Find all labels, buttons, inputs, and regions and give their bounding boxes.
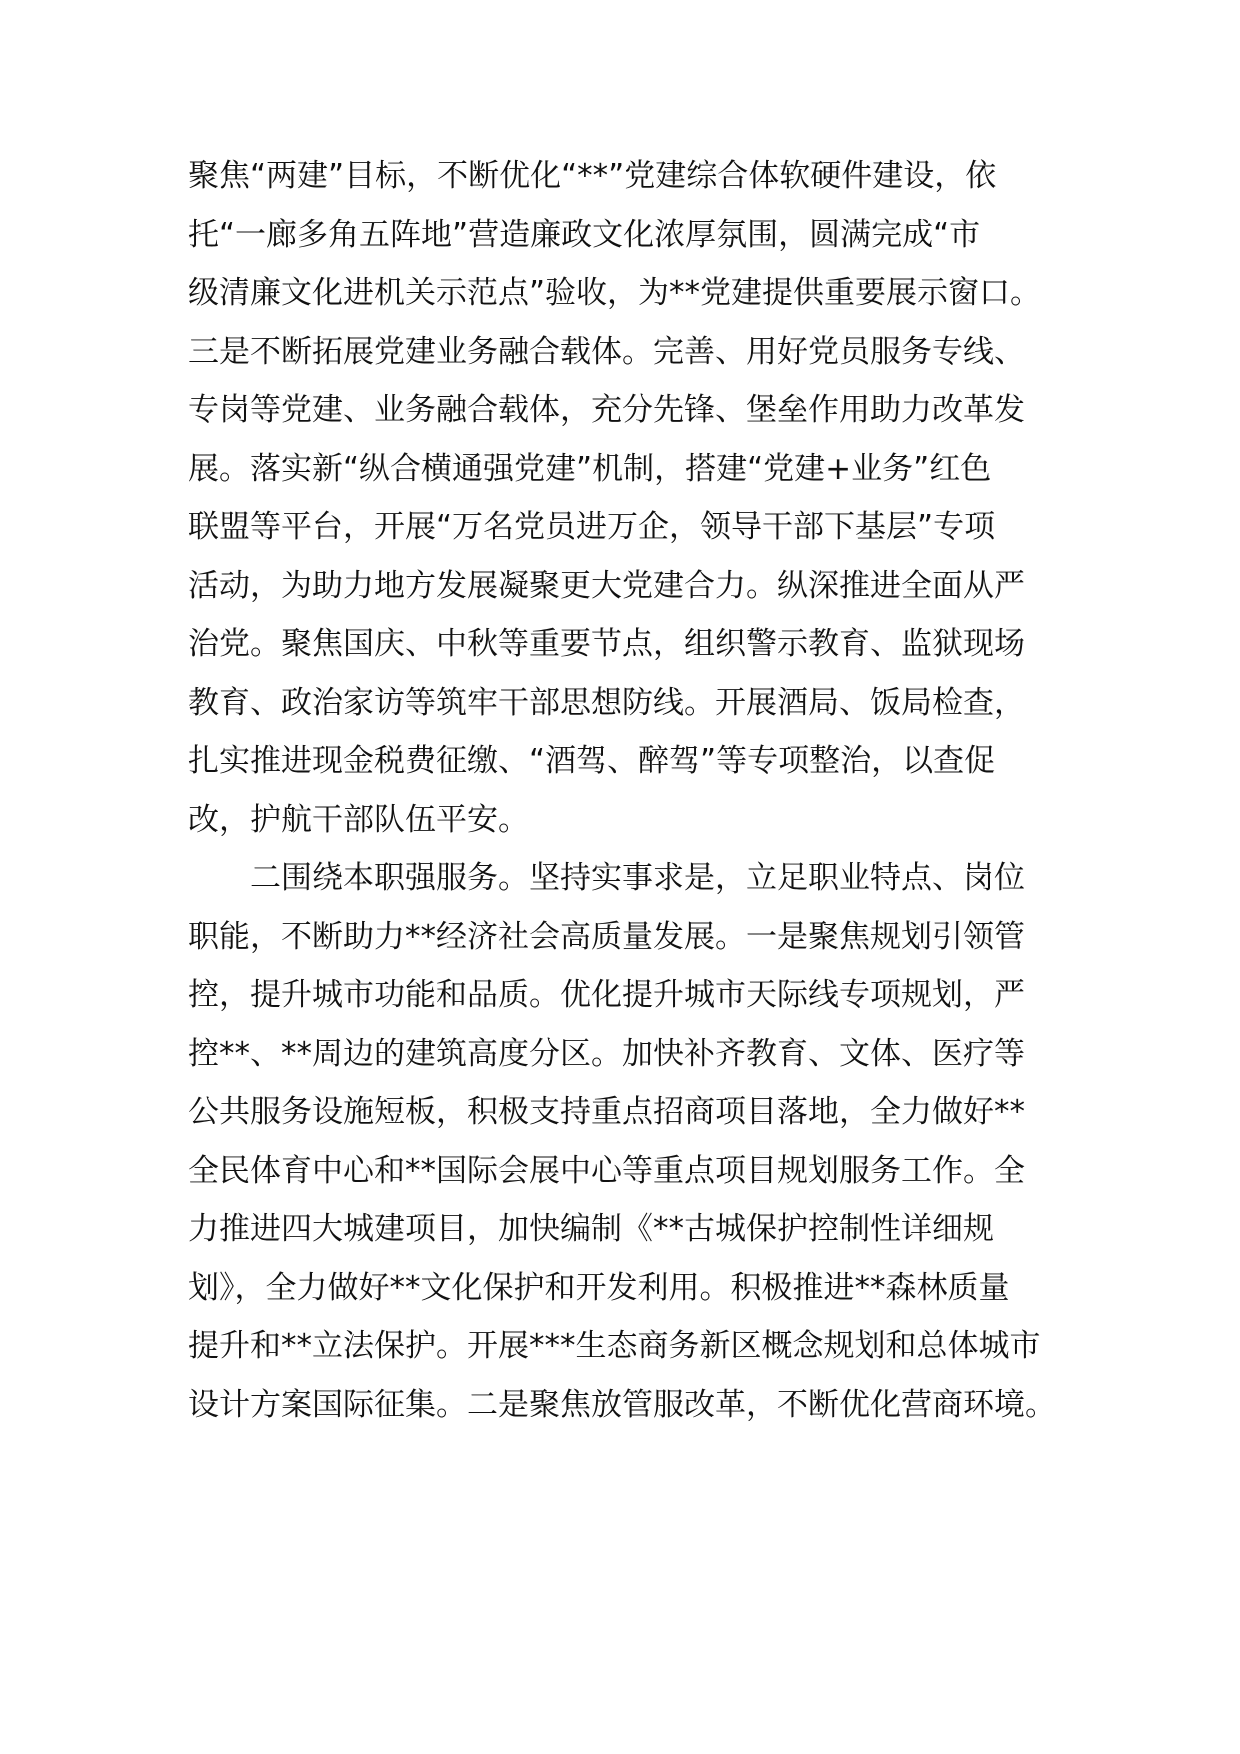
text-line-15: 控，提升城市功能和品质。优化提升城市天际线专项规划，严 (188, 977, 1025, 1013)
text-line-16: 控**、**周边的建筑高度分区。加快补齐教育、文体、医疗等 (188, 1036, 1025, 1072)
text-line-19: 力推进四大城建项目，加快编制《**古城保护控制性详细规 (188, 1211, 994, 1247)
text-line-14: 职能，不断助力**经济社会高质量发展。一是聚焦规划引领管 (188, 919, 1025, 955)
text-line-20: 划》，全力做好**文化保护和开发利用。积极推进**森林质量 (188, 1270, 1010, 1306)
text-line-13: 二围绕本职强服务。坚持实事求是，立足职业特点、岗位 (250, 860, 1025, 896)
text-line-12: 改，护航干部队伍平安。 (188, 802, 529, 838)
text-line-3: 级清廉文化进机关示范点”验收，为**党建提供重要展示窗口。 (188, 275, 1042, 311)
text-line-2: 托“一廊多角五阵地”营造廉政文化浓厚氛围，圆满完成“市 (188, 217, 981, 253)
text-line-18: 全民体育中心和**国际会展中心等重点项目规划服务工作。全 (188, 1153, 1025, 1189)
text-line-21: 提升和**立法保护。开展***生态商务新区概念规划和总体城市 (188, 1328, 1041, 1364)
text-line-7: 联盟等平台，开展“万名党员进万企，领导干部下基层”专项 (188, 509, 996, 545)
text-line-10: 教育、政治家访等筑牢干部思想防线。开展酒局、饭局检查， (188, 685, 1025, 721)
text-line-6: 展。落实新“纵合横通强党建”机制，搭建“党建+业务”红色 (188, 451, 992, 487)
text-line-9: 治党。聚焦国庆、中秋等重要节点，组织警示教育、监狱现场 (188, 626, 1025, 662)
text-line-11: 扎实推进现金税费征缴、“酒驾、醉驾”等专项整治，以查促 (188, 743, 996, 779)
text-line-5: 专岗等党建、业务融合载体，充分先锋、堡垒作用助力改革发 (188, 392, 1025, 428)
text-line-1: 聚焦“两建”目标，不断优化“**”党建综合体软硬件建设，依 (188, 158, 997, 194)
text-line-4: 三是不断拓展党建业务融合载体。完善、用好党员服务专线、 (188, 334, 1025, 370)
text-line-8: 活动，为助力地方发展凝聚更大党建合力。纵深推进全面从严 (188, 568, 1025, 604)
text-line-17: 公共服务设施短板，积极支持重点招商项目落地，全力做好** (188, 1094, 1025, 1130)
text-line-22: 设计方案国际征集。二是聚焦放管服改革，不断优化营商环境。 (188, 1387, 1056, 1423)
